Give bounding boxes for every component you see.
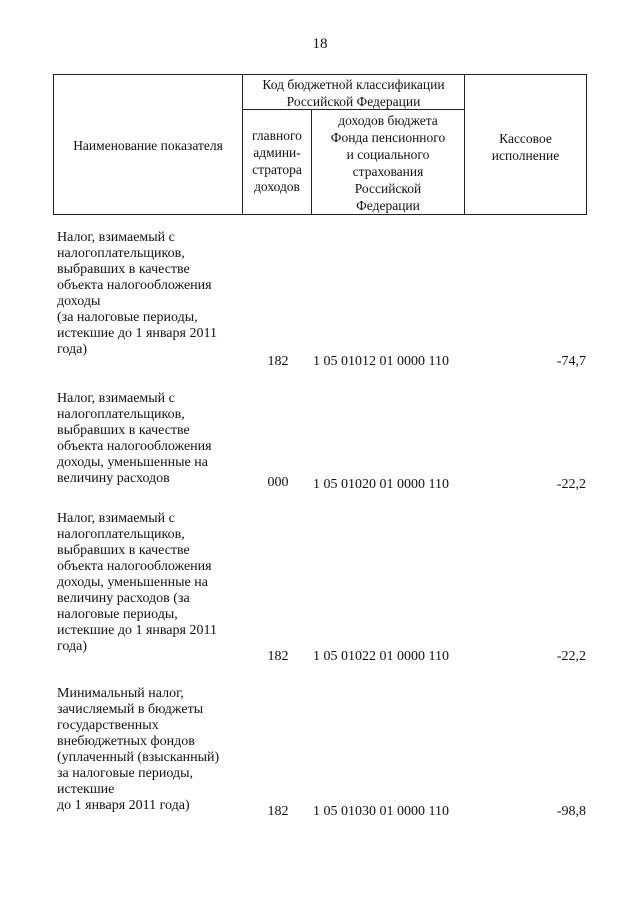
header-right-border [586,74,587,215]
header-name-column: Наименование показателя [73,138,223,153]
cash-execution-amount: -74,7 [556,354,586,369]
budget-classification-code: 1 05 01012 01 0000 110 [313,354,449,369]
indicator-name: Налог, взимаемый с налогоплательщиков, выбравших в качестве объекта налогообложения доходы, уменьшенные на величину расходов [57,391,212,486]
indicator-name: Налог, взимаемый с налогоплательщиков, выбравших в качестве объекта налогообложения доходы (за налоговые периоды, истекшие до 1 января 2011 года) [57,230,217,357]
cash-execution-amount: -22,2 [556,649,586,664]
header-execution-column: Кассовое исполнение [491,131,560,163]
header-top-border [53,74,587,75]
header-code-group: Код бюджетной классификации Российской Федерации [262,77,445,109]
budget-classification-code: 1 05 01020 01 0000 110 [313,477,449,492]
page-number: 18 [312,36,328,52]
cash-execution-amount: -98,8 [556,804,586,819]
cash-execution-amount: -22,2 [556,477,586,492]
admin-code: 182 [267,354,289,369]
header-bottom-border [53,214,587,215]
header-admin-column: главного админи- стратора доходов [252,128,302,194]
indicator-name: Минимальный налог, зачисляемый в бюджеты государственных внебюджетных фондов (уплаченный (взысканный) за налоговые периоды, истекшие до 1 января 2011 года) [57,686,220,813]
budget-classification-code: 1 05 01030 01 0000 110 [313,804,449,819]
admin-code: 182 [267,804,289,819]
indicator-name: Налог, взимаемый с налогоплательщиков, выбравших в качестве объекта налогообложения доходы, уменьшенные на величину расходов (за налоговые периоды, истекшие до 1 января 2011 года) [57,511,217,654]
header-revenue-column: доходов бюджета Фонда пенсионного и социального страхования Российской Федерации [330,113,446,213]
admin-code: 000 [267,475,289,490]
budget-classification-code: 1 05 01022 01 0000 110 [313,649,449,664]
admin-code: 182 [267,649,289,664]
